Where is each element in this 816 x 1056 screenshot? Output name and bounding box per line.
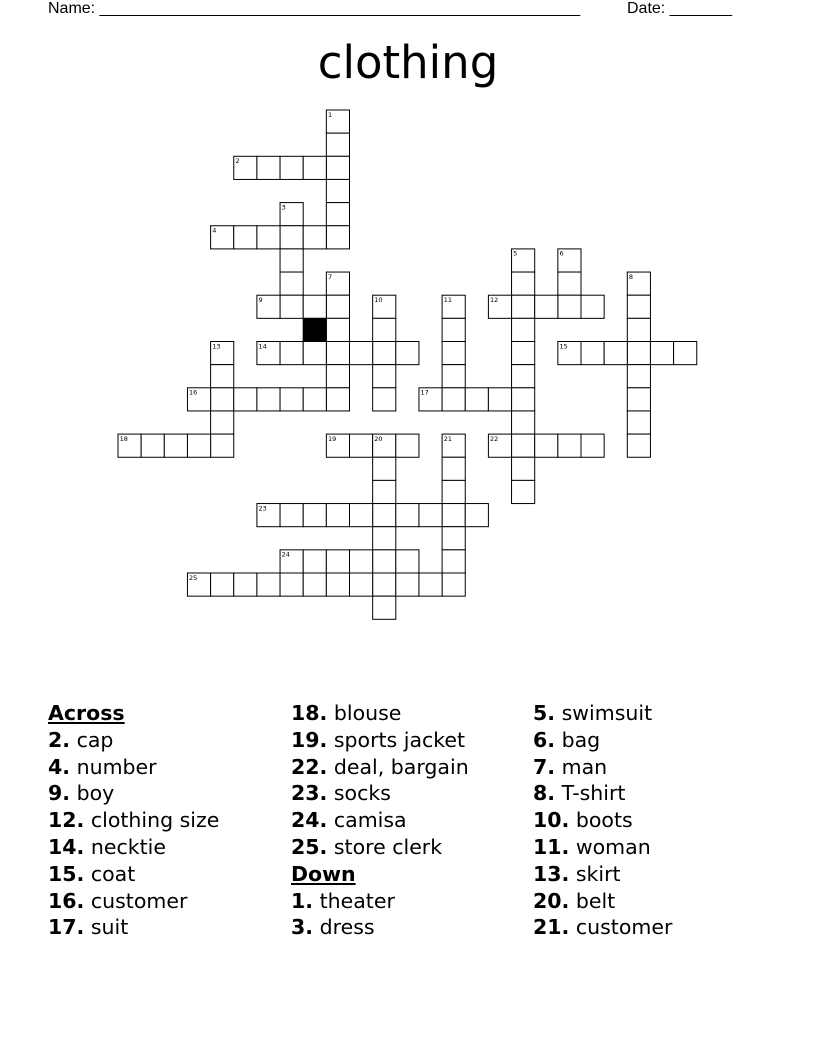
clue-across-24 <box>291 807 531 834</box>
grid-cell[interactable] <box>604 342 627 365</box>
grid-cell[interactable] <box>512 434 535 457</box>
grid-cell[interactable] <box>442 527 465 550</box>
grid-cell[interactable] <box>442 457 465 480</box>
grid-cell[interactable] <box>326 295 349 318</box>
grid-cell[interactable] <box>465 388 488 411</box>
clue-number: 16. <box>48 888 85 913</box>
grid-cell[interactable] <box>442 365 465 388</box>
grid-cell[interactable] <box>257 226 280 249</box>
grid-cell[interactable] <box>558 434 581 457</box>
clue-across-14 <box>48 834 288 861</box>
clue-text: sports jacket <box>333 727 466 752</box>
grid-clue-number: 10 <box>374 296 383 304</box>
grid-cell[interactable] <box>350 573 373 596</box>
grid-cell[interactable] <box>396 550 419 573</box>
clue-text: camisa <box>333 808 407 833</box>
grid-cell[interactable] <box>488 388 511 411</box>
grid-clue-number: 9 <box>258 296 263 304</box>
clue-text: store clerk <box>333 834 443 859</box>
grid-cell[interactable] <box>280 295 303 318</box>
clue-text: swimsuit <box>561 701 653 725</box>
clue-number: 9. <box>48 781 71 806</box>
clue-down-1 <box>291 888 531 915</box>
grid-cell[interactable] <box>326 342 349 365</box>
grid-cell[interactable] <box>512 388 535 411</box>
grid-cell[interactable] <box>350 342 373 365</box>
grid-clue-number: 8 <box>628 272 634 281</box>
grid-clue-number: 3 <box>281 203 286 212</box>
clue-down-11 <box>533 834 773 861</box>
grid-cell[interactable] <box>211 388 234 411</box>
grid-cell[interactable] <box>303 573 326 596</box>
clue-list <box>48 700 768 960</box>
clue-across-19 <box>291 727 531 754</box>
grid-clue-number: 13 <box>212 342 221 351</box>
grid-cell[interactable] <box>512 272 535 295</box>
grid-cell[interactable] <box>373 457 396 480</box>
grid-cell[interactable] <box>326 550 349 573</box>
grid-cell[interactable] <box>257 573 280 596</box>
clue-number: 19. <box>291 727 328 752</box>
grid-cell[interactable] <box>373 527 396 550</box>
clue-across-2 <box>48 727 288 754</box>
grid-cell[interactable] <box>442 573 465 596</box>
clue-down-20 <box>533 888 773 915</box>
down-heading: Down <box>291 861 356 886</box>
clue-across-25 <box>291 834 531 861</box>
grid-cell[interactable] <box>465 504 488 527</box>
clue-text: necktie <box>90 834 166 859</box>
grid-cell[interactable] <box>303 550 326 573</box>
grid-cell[interactable] <box>303 342 326 365</box>
grid-clue-number: 1 <box>327 110 333 119</box>
grid-cell[interactable] <box>627 342 650 365</box>
grid-cell[interactable] <box>280 342 303 365</box>
grid-cell[interactable] <box>627 295 650 318</box>
grid-cell[interactable] <box>280 504 303 527</box>
grid-cell[interactable] <box>280 388 303 411</box>
clue-text: deal, bargain <box>333 754 469 779</box>
clue-down-8 <box>533 780 773 807</box>
clue-number: 18. <box>291 701 328 725</box>
clue-number: 20. <box>533 888 570 913</box>
clue-down-13 <box>533 861 773 888</box>
grid-cell[interactable] <box>303 504 326 527</box>
grid-cell[interactable] <box>512 295 535 318</box>
grid-clue-number: 6 <box>559 249 564 258</box>
grid-clue-number: 14 <box>258 342 267 351</box>
grid-cell[interactable] <box>350 550 373 573</box>
clue-text: boots <box>575 808 633 833</box>
grid-cell[interactable] <box>373 365 396 388</box>
grid-clue-number: 18 <box>119 434 128 443</box>
grid-cell[interactable] <box>373 550 396 573</box>
grid-cell[interactable] <box>280 573 303 596</box>
grid-cell[interactable] <box>326 179 349 202</box>
clue-number: 2. <box>48 727 71 752</box>
clue-across-22 <box>291 754 531 781</box>
clue-number: 24. <box>291 808 328 833</box>
grid-cell[interactable] <box>373 342 396 365</box>
clue-down-10 <box>533 807 773 834</box>
clue-across-23 <box>291 780 531 807</box>
grid-cell[interactable] <box>141 434 164 457</box>
clue-down-21 <box>533 914 773 941</box>
grid-cell[interactable] <box>627 318 650 341</box>
clue-down-5 <box>533 700 773 727</box>
clue-text: boy <box>76 781 115 806</box>
clue-number: 1. <box>291 888 314 913</box>
clue-text: T-shirt <box>561 781 626 806</box>
grid-cell[interactable] <box>396 342 419 365</box>
clue-number: 13. <box>533 861 570 886</box>
grid-clue-number: 11 <box>443 296 452 304</box>
clue-text: number <box>76 754 157 779</box>
clue-text: coat <box>90 861 136 886</box>
grid-cell[interactable] <box>326 318 349 341</box>
grid-cell[interactable] <box>627 365 650 388</box>
grid-cell[interactable] <box>558 295 581 318</box>
clue-text: clothing size <box>90 808 220 833</box>
grid-cell[interactable] <box>164 434 187 457</box>
grid-cell[interactable] <box>373 596 396 619</box>
clue-across-4 <box>48 754 288 781</box>
grid-cell[interactable] <box>187 434 210 457</box>
grid-cell[interactable] <box>234 226 257 249</box>
grid-cell[interactable] <box>373 573 396 596</box>
clue-across-12 <box>48 807 288 834</box>
grid-cell[interactable] <box>396 573 419 596</box>
grid-cell[interactable] <box>396 504 419 527</box>
grid-cell[interactable] <box>627 434 650 457</box>
clue-number: 3. <box>291 915 314 940</box>
grid-cell[interactable] <box>326 203 349 226</box>
grid-cell[interactable] <box>234 573 257 596</box>
grid-cell[interactable] <box>257 156 280 179</box>
clue-number: 23. <box>291 781 328 806</box>
grid-cell[interactable] <box>280 156 303 179</box>
clue-text: theater <box>319 888 395 913</box>
grid-clue-number: 21 <box>443 434 452 443</box>
clue-across-18 <box>291 700 531 727</box>
clue-number: 22. <box>291 754 328 779</box>
grid-cell[interactable] <box>442 550 465 573</box>
grid-cell[interactable] <box>442 342 465 365</box>
grid-cell[interactable] <box>211 411 234 434</box>
grid-cell[interactable] <box>558 272 581 295</box>
grid-cell[interactable] <box>581 295 604 318</box>
clue-across-17 <box>48 914 288 941</box>
grid-cell[interactable] <box>211 573 234 596</box>
grid-cell[interactable] <box>419 573 442 596</box>
clue-column-1 <box>48 700 288 941</box>
grid-cell[interactable] <box>303 295 326 318</box>
grid-cell[interactable] <box>512 411 535 434</box>
clue-text: dress <box>319 915 375 940</box>
grid-clue-number: 23 <box>258 504 267 513</box>
clue-text: man <box>561 754 608 779</box>
clue-text: belt <box>575 888 616 913</box>
clue-column-3 <box>533 700 773 941</box>
grid-cell[interactable] <box>373 504 396 527</box>
grid-cell[interactable] <box>257 388 280 411</box>
grid-cell[interactable] <box>350 504 373 527</box>
grid-clue-number: 16 <box>189 388 198 397</box>
clue-text: skirt <box>575 861 621 886</box>
grid-cell[interactable] <box>350 434 373 457</box>
grid-cell[interactable] <box>326 573 349 596</box>
grid-cell[interactable] <box>303 226 326 249</box>
clue-number: 11. <box>533 834 570 859</box>
clue-text: customer <box>575 915 673 940</box>
puzzle-title: clothing <box>317 36 499 89</box>
clue-number: 7. <box>533 754 556 779</box>
across-heading: Across <box>48 701 125 725</box>
grid-cell[interactable] <box>442 388 465 411</box>
clue-down-3 <box>291 914 531 941</box>
grid-cell[interactable] <box>535 434 558 457</box>
grid-cell[interactable] <box>326 156 349 179</box>
grid-cell[interactable] <box>674 342 697 365</box>
grid-cell-black <box>303 318 326 341</box>
grid-clue-number: 17 <box>420 388 429 397</box>
grid-cell[interactable] <box>581 342 604 365</box>
clue-number: 4. <box>48 754 71 779</box>
clue-number: 21. <box>533 915 570 940</box>
grid-cell[interactable] <box>442 480 465 503</box>
grid-cell[interactable] <box>627 388 650 411</box>
clue-across-9 <box>48 780 288 807</box>
clue-text: socks <box>333 781 391 806</box>
grid-cell[interactable] <box>280 272 303 295</box>
grid-cell[interactable] <box>326 365 349 388</box>
grid-cell[interactable] <box>280 249 303 272</box>
grid-clue-number: 5 <box>513 249 518 258</box>
clue-text: customer <box>90 888 188 913</box>
clue-number: 8. <box>533 781 556 806</box>
grid-cell[interactable] <box>512 457 535 480</box>
grid-cell[interactable] <box>419 504 442 527</box>
grid-cell[interactable] <box>442 504 465 527</box>
clue-number: 10. <box>533 808 570 833</box>
clue-down-7 <box>533 754 773 781</box>
grid-clue-number: 22 <box>490 434 499 443</box>
grid-cell[interactable] <box>303 156 326 179</box>
grid-cell[interactable] <box>373 388 396 411</box>
grid-clue-number: 24 <box>281 550 290 559</box>
clue-number: 12. <box>48 808 85 833</box>
grid-clue-number: 15 <box>559 342 568 351</box>
grid-clue-number: 25 <box>189 573 198 582</box>
grid-cell[interactable] <box>535 295 558 318</box>
clue-text: suit <box>90 915 129 940</box>
grid-cell[interactable] <box>396 434 419 457</box>
grid-cell[interactable] <box>373 480 396 503</box>
clue-number: 15. <box>48 861 85 886</box>
date-field-label: Date: _______ <box>627 0 732 17</box>
grid-cell[interactable] <box>512 480 535 503</box>
grid-clue-number: 2 <box>235 157 240 166</box>
clue-number: 6. <box>533 727 556 752</box>
clue-number: 14. <box>48 834 85 859</box>
clue-across-16 <box>48 888 288 915</box>
grid-clue-number: 20 <box>374 434 383 443</box>
grid-cell[interactable] <box>326 226 349 249</box>
clue-text: blouse <box>333 701 402 725</box>
grid-cell[interactable] <box>442 318 465 341</box>
clue-column-2 <box>291 700 531 941</box>
grid-cell[interactable] <box>326 504 349 527</box>
grid-cell[interactable] <box>326 133 349 156</box>
grid-cell[interactable] <box>581 434 604 457</box>
clue-text: cap <box>76 727 114 752</box>
clue-down-6 <box>533 727 773 754</box>
grid-cell[interactable] <box>373 318 396 341</box>
grid-cell[interactable] <box>234 388 257 411</box>
grid-cell[interactable] <box>650 342 673 365</box>
grid-cell[interactable] <box>512 365 535 388</box>
grid-cell[interactable] <box>280 226 303 249</box>
clue-text: woman <box>575 834 651 859</box>
grid-cell[interactable] <box>512 318 535 341</box>
grid-cell[interactable] <box>627 411 650 434</box>
grid-cell[interactable] <box>512 342 535 365</box>
clue-number: 5. <box>533 701 556 725</box>
name-field-label: Name: ______________________________________________________ <box>48 0 581 17</box>
clue-text: bag <box>561 727 601 752</box>
grid-cell[interactable] <box>303 388 326 411</box>
grid-clue-number: 7 <box>327 272 333 281</box>
grid-cell[interactable] <box>326 388 349 411</box>
grid-clue-number: 4 <box>212 226 217 235</box>
clue-across-15 <box>48 861 288 888</box>
grid-cell[interactable] <box>211 365 234 388</box>
clue-number: 17. <box>48 915 85 940</box>
grid-clue-number: 19 <box>327 434 337 443</box>
grid-clue-number: 12 <box>490 296 499 304</box>
grid-cell[interactable] <box>211 434 234 457</box>
clue-number: 25. <box>291 834 328 859</box>
